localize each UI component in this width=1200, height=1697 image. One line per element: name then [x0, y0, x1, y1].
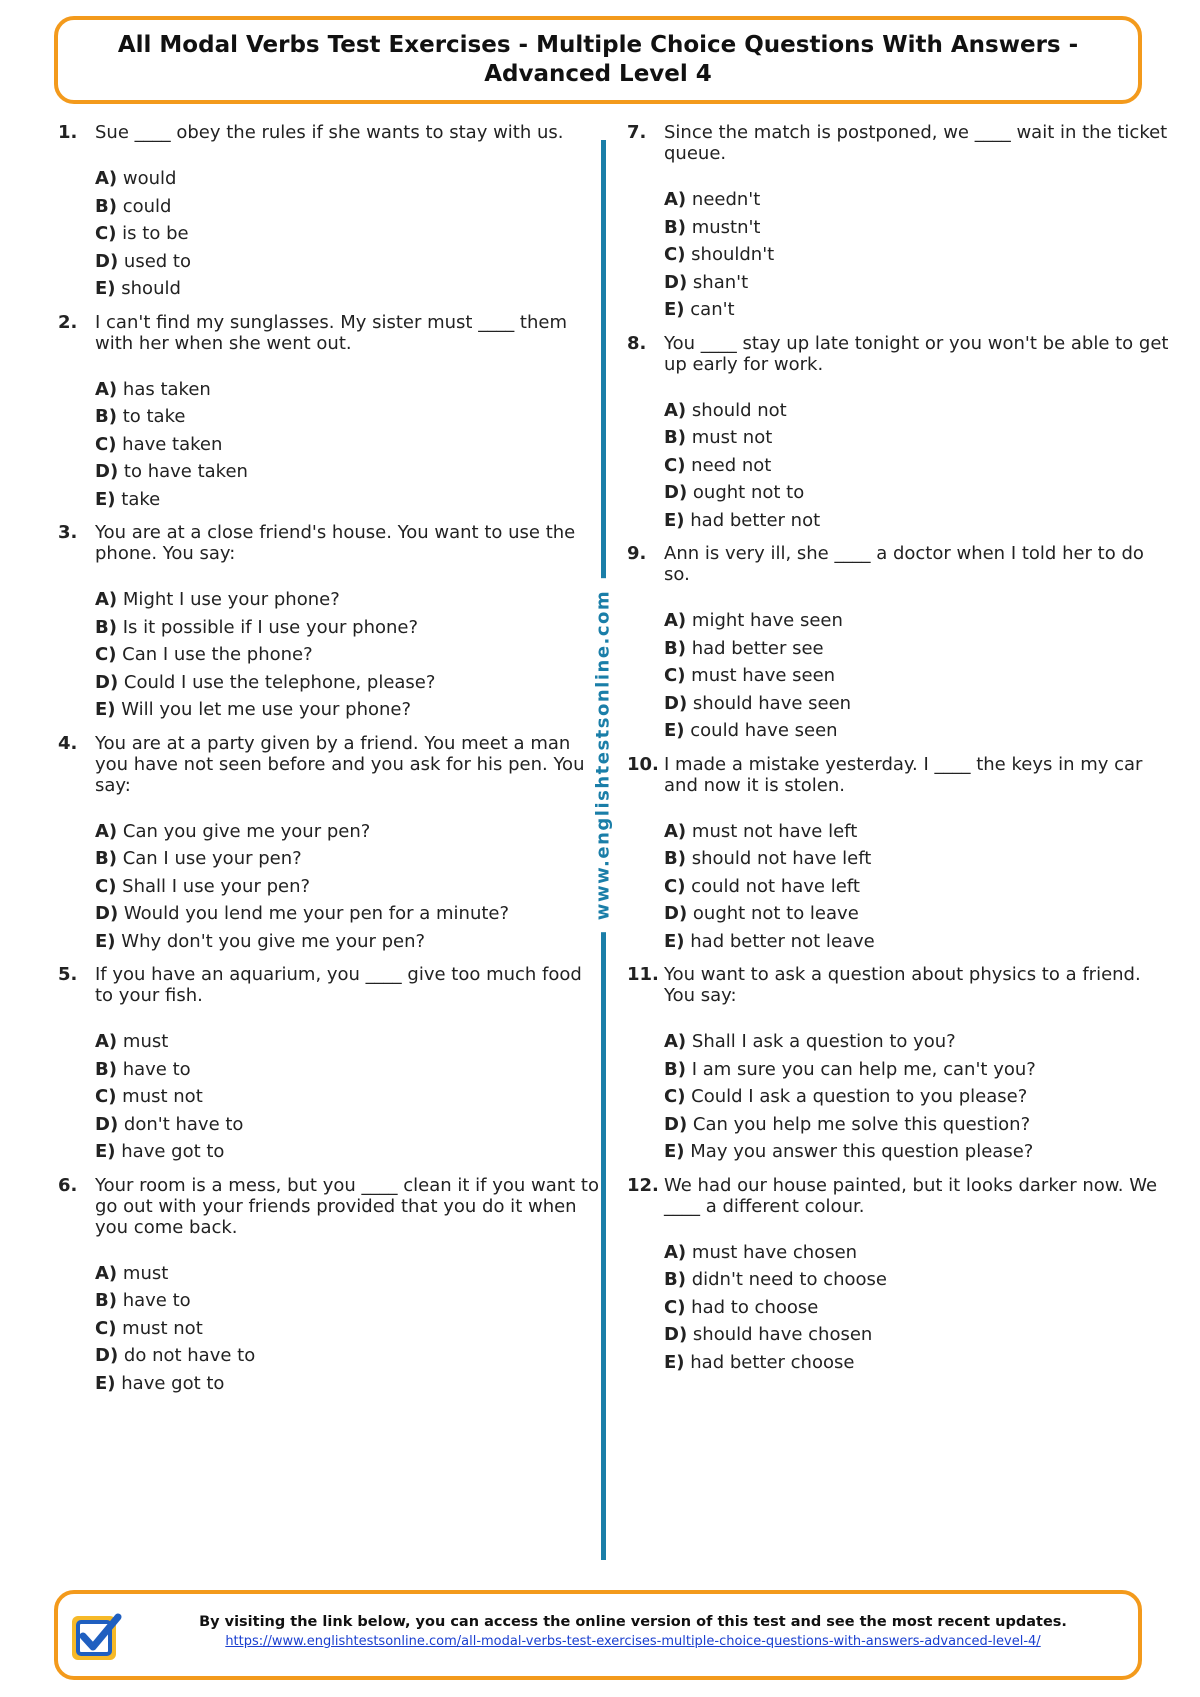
- question-text: Your room is a mess, but you ____ clean it if you want to go out with your friends provided that you do it when you come back.: [95, 1174, 599, 1238]
- option[interactable]: E) had better not: [664, 509, 821, 531]
- option[interactable]: B) have to: [95, 1290, 191, 1311]
- option[interactable]: E) have got to: [95, 1372, 225, 1394]
- option[interactable]: D) do not have to: [95, 1345, 256, 1366]
- option[interactable]: D) to have taken: [95, 461, 248, 482]
- option[interactable]: B) to take: [95, 406, 186, 427]
- option[interactable]: C) could not have left: [664, 875, 860, 897]
- option[interactable]: C) Can I use the phone?: [95, 644, 313, 665]
- option[interactable]: E) Will you let me use your phone?: [95, 699, 412, 720]
- question: [627, 543, 1177, 745]
- option[interactable]: A) might have seen: [664, 610, 843, 631]
- question-text: You are at a close friend's house. You want to use the phone. You say:: [95, 522, 576, 564]
- option[interactable]: C) must not: [95, 1317, 203, 1339]
- option[interactable]: E) take: [95, 488, 161, 510]
- question: [627, 122, 1177, 324]
- option[interactable]: A) Can you give me your pen?: [95, 820, 371, 842]
- question-text: Sue ____ obey the rules if she wants to stay with us.: [95, 122, 564, 143]
- option-list: [95, 376, 608, 514]
- question: [627, 1175, 1177, 1377]
- question-text: We had our house painted, but it looks darker now. We ____ a different colour.: [664, 1174, 1158, 1217]
- option[interactable]: D) used to: [95, 250, 191, 272]
- right-column: [627, 122, 1177, 1385]
- option[interactable]: A) must not have left: [664, 820, 858, 842]
- question-number: 11.: [627, 964, 659, 985]
- question: [58, 122, 608, 303]
- option[interactable]: B) have to: [95, 1058, 191, 1080]
- option[interactable]: C) had to choose: [664, 1296, 819, 1318]
- question: [58, 964, 608, 1166]
- option[interactable]: E) Why don't you give me your pen?: [95, 930, 426, 952]
- option[interactable]: C) is to be: [95, 223, 189, 244]
- option[interactable]: D) Can you help me solve this question?: [664, 1113, 1031, 1135]
- question-text: I made a mistake yesterday. I ____ the keys in my car and now it is stolen.: [664, 753, 1143, 796]
- option[interactable]: A) Might I use your phone?: [95, 589, 340, 610]
- checkbox-icon: [68, 1608, 124, 1664]
- option[interactable]: E) could have seen: [664, 720, 838, 741]
- option-list: [95, 1028, 608, 1166]
- option-list: [664, 818, 1177, 956]
- option[interactable]: C) Shall I use your pen?: [95, 875, 311, 897]
- question: [58, 733, 608, 956]
- option-list: [95, 818, 608, 956]
- test-url-link[interactable]: https://www.englishtestsonline.com/all-modal-verbs-test-exercises-multiple-choice-questions-with-answers-advanced-level-4/: [225, 1634, 1041, 1649]
- option-list: [95, 1260, 608, 1398]
- option[interactable]: D) Would you lend me your pen for a minute?: [95, 903, 510, 924]
- option[interactable]: D) should have seen: [664, 692, 852, 714]
- question: [627, 964, 1177, 1166]
- option[interactable]: E) had better choose: [664, 1351, 855, 1373]
- option[interactable]: A) needn't: [664, 189, 761, 210]
- question-text: Since the match is postponed, we ____ wait in the ticket queue.: [664, 122, 1168, 164]
- page-title: All Modal Verbs Test Exercises - Multiple Choice Questions With Answers - Advanced Level 4: [117, 32, 1079, 87]
- question-number: 5.: [58, 964, 78, 985]
- option-list: [664, 397, 1177, 535]
- option[interactable]: A) must: [95, 1262, 169, 1284]
- option[interactable]: C) Could I ask a question to you please?: [664, 1086, 1028, 1107]
- option[interactable]: C) have taken: [95, 433, 223, 455]
- option[interactable]: A) has taken: [95, 378, 211, 400]
- question: [58, 522, 608, 724]
- question-number: 6.: [58, 1174, 78, 1196]
- option[interactable]: C) must have seen: [664, 665, 836, 686]
- question-text: I can't find my sunglasses. My sister must ____ them with her when she went out.: [95, 311, 568, 354]
- option[interactable]: E) should: [95, 278, 181, 299]
- footer-box: [54, 1590, 1142, 1680]
- left-column: [58, 122, 608, 1406]
- question-number: 1.: [58, 122, 78, 143]
- question: [58, 1175, 608, 1398]
- option-list: [664, 607, 1177, 745]
- option[interactable]: B) mustn't: [664, 216, 761, 238]
- option[interactable]: A) must: [95, 1031, 169, 1052]
- option[interactable]: B) could: [95, 195, 172, 217]
- option-list: [95, 165, 608, 303]
- option[interactable]: B) I am sure you can help me, can't you?: [664, 1058, 1036, 1080]
- option[interactable]: B) Is it possible if I use your phone?: [95, 616, 419, 638]
- option[interactable]: E) May you answer this question please?: [664, 1141, 1034, 1162]
- question-text: You want to ask a question about physics to a friend. You say:: [664, 964, 1141, 1006]
- option[interactable]: D) ought not to: [664, 482, 805, 503]
- option[interactable]: C) shouldn't: [664, 244, 775, 265]
- option[interactable]: B) should not have left: [664, 848, 872, 869]
- title-box: [54, 16, 1142, 104]
- site-watermark: www.englishtestsonline.com: [587, 578, 620, 932]
- option[interactable]: B) Can I use your pen?: [95, 848, 302, 869]
- question-text: Ann is very ill, she ____ a doctor when I told her to do so.: [664, 543, 1144, 585]
- option-list: [664, 1028, 1177, 1166]
- option-list: [664, 186, 1177, 324]
- option[interactable]: D) don't have to: [95, 1113, 244, 1135]
- question: [58, 312, 608, 514]
- question-number: 9.: [627, 543, 647, 564]
- option-list: [664, 1239, 1177, 1377]
- question-number: 12.: [627, 1174, 659, 1196]
- option[interactable]: E) can't: [664, 299, 735, 320]
- option[interactable]: D) ought not to leave: [664, 903, 859, 924]
- question-text: You are at a party given by a friend. You meet a man you have not seen before and you ask for his pen. You say:: [95, 732, 585, 796]
- option[interactable]: A) should not: [664, 399, 787, 421]
- question-number: 7.: [627, 122, 647, 143]
- option[interactable]: A) would: [95, 168, 177, 189]
- option[interactable]: D) shan't: [664, 271, 749, 293]
- option[interactable]: B) didn't need to choose: [664, 1269, 887, 1290]
- option-list: [95, 586, 608, 724]
- option[interactable]: C) must not: [95, 1086, 203, 1107]
- option[interactable]: B) must not: [664, 427, 773, 448]
- option[interactable]: D) should have chosen: [664, 1324, 873, 1345]
- question-text: You ____ stay up late tonight or you won't be able to get up early for work.: [664, 332, 1169, 375]
- question-number: 10.: [627, 753, 659, 775]
- question: [627, 333, 1177, 535]
- option[interactable]: E) have got to: [95, 1141, 225, 1162]
- question-number: 3.: [58, 522, 78, 543]
- question-text: If you have an aquarium, you ____ give too much food to your fish.: [95, 964, 582, 1006]
- question-number: 2.: [58, 311, 78, 333]
- question-number: 4.: [58, 732, 78, 754]
- option[interactable]: E) had better not leave: [664, 930, 875, 952]
- option[interactable]: A) Shall I ask a question to you?: [664, 1031, 956, 1052]
- option[interactable]: C) need not: [664, 454, 772, 476]
- footer-note: By visiting the link below, you can access the online version of this test and see the most recent updates.: [199, 1614, 1067, 1630]
- option[interactable]: A) must have chosen: [664, 1241, 858, 1263]
- option[interactable]: B) had better see: [664, 637, 824, 659]
- option[interactable]: D) Could I use the telephone, please?: [95, 671, 436, 693]
- question: [627, 754, 1177, 956]
- question-number: 8.: [627, 332, 647, 354]
